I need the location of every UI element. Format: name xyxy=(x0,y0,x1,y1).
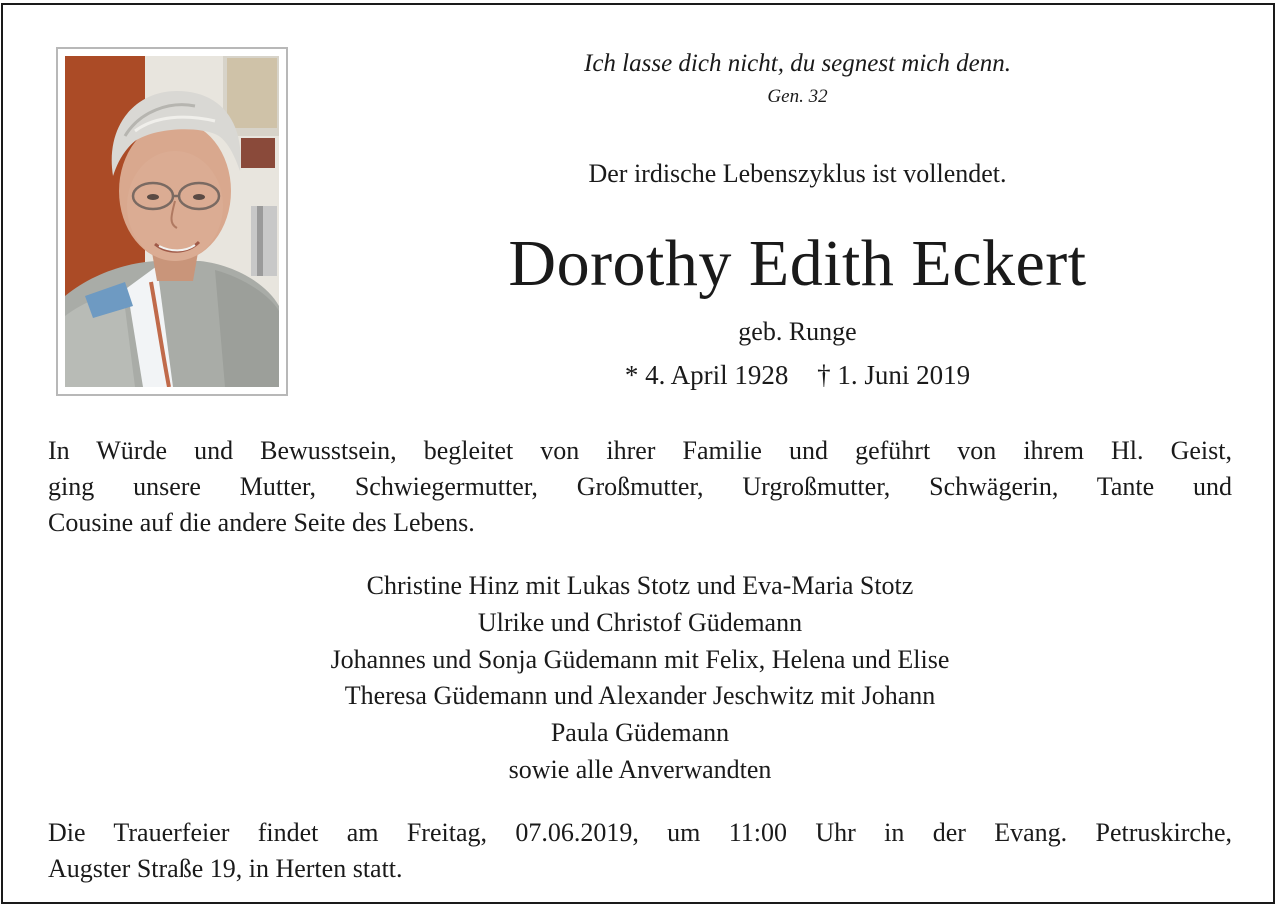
bible-verse: Ich lasse dich nicht, du segnest mich denn. xyxy=(584,50,1011,77)
mourner-line: Paula Güdemann xyxy=(550,718,730,748)
birth-date: * 4. April 1928 xyxy=(624,360,789,390)
bible-verse-reference: Gen. 32 xyxy=(767,86,828,107)
mourner-line: Ulrike und Christof Güdemann xyxy=(477,607,803,637)
deceased-name: Dorothy Edith Eckert xyxy=(508,227,1087,300)
lead-sentence: Der irdische Lebenszyklus ist vollendet. xyxy=(588,159,1007,188)
service-line: Die Trauerfeier findet am Freitag, 07.06.2019, um 11:00 Uhr in der Evang. Petruskirche, xyxy=(48,818,1232,847)
intro-paragraph xyxy=(48,433,1232,541)
mourner-line: Johannes und Sonja Güdemann mit Felix, Helena und Elise xyxy=(330,644,950,674)
birth-name: geb. Runge xyxy=(738,317,857,346)
intro-line: Cousine auf die andere Seite des Lebens. xyxy=(48,508,475,537)
mourner-line: sowie alle Anverwandten xyxy=(508,754,772,784)
portrait-photo-icon xyxy=(65,56,279,387)
mourner-line: Christine Hinz mit Lukas Stotz und Eva-Maria Stotz xyxy=(366,571,914,600)
mourner-line: Theresa Güdemann und Alexander Jeschwitz mit Johann xyxy=(344,681,936,711)
life-dates xyxy=(420,358,1175,392)
intro-line: ging unsere Mutter, Schwiegermutter, Großmutter, Urgroßmutter, Schwägerin, Tante und xyxy=(48,472,1232,501)
mourners-list xyxy=(48,568,1232,789)
portrait-photo xyxy=(56,47,288,396)
death-date: † 1. Juni 2019 xyxy=(817,360,971,390)
service-line: Augster Straße 19, in Herten statt. xyxy=(48,854,403,883)
service-paragraph xyxy=(48,815,1232,887)
intro-line: In Würde und Bewusstsein, begleitet von ihrer Familie und geführt von ihrem Hl. Geist, xyxy=(48,436,1232,465)
